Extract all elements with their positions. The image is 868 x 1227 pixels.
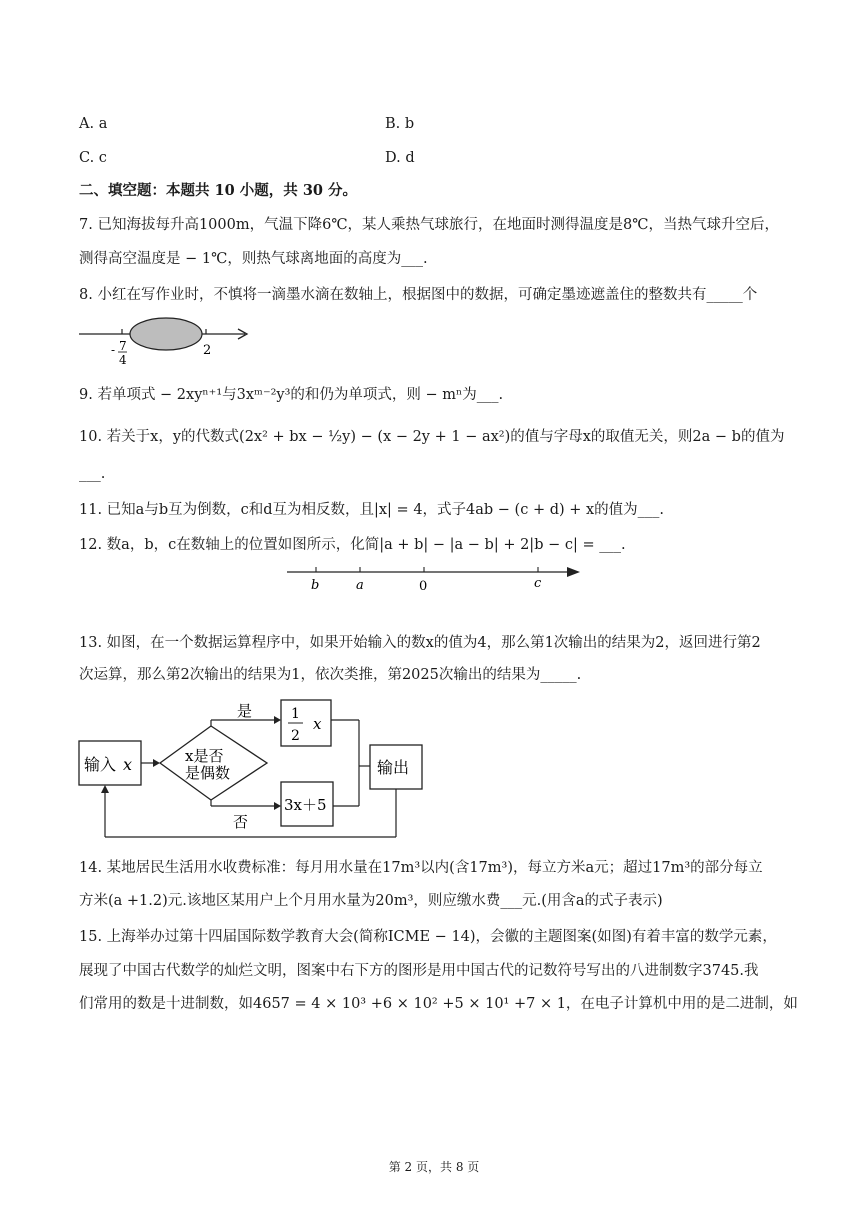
q8-number-line-figure [75, 316, 260, 374]
flow-half-var: x [313, 715, 322, 733]
q8-label-right: 2 [203, 343, 212, 358]
q10-line2: ___. [79, 466, 106, 482]
q12-number-line-figure [285, 560, 585, 596]
q7-line1: 7. 已知海拔每升高1000m，气温下降6℃，某人乘热气球旅行，在地面时测得温度是8℃，当热气球升空后， [79, 217, 779, 233]
q14-line1: 14. 某地居民生活用水收费标准：每月用水量在17m³以内(含17m³)，每立方米a元；超过17m³的部分每立 [79, 860, 763, 876]
q15-line3: 们常用的数是十进制数，如4657 = 4 × 10³ +6 × 10² +5 × 10¹ +7 × 1，在电子计算机中用的是二进制，如 [79, 996, 798, 1012]
ink-blot [130, 318, 202, 350]
q8-label-num: 7 [119, 339, 127, 353]
flow-yes-arrowhead [274, 716, 281, 724]
q7-line2: 测得高空温度是 − 1℃，则热气球离地面的高度为___. [79, 251, 428, 267]
q15-line1: 15. 上海举办过第十四届国际数学教育大会(简称ICME − 14)，会徽的主题图案(如图)有着丰富的数学元素， [79, 929, 777, 945]
section-heading: 二、填空题：本题共 10 小题，共 30 分。 [79, 182, 358, 199]
flow-decision-line2: 是偶数 [185, 764, 231, 782]
flow-triple-label: 3x＋5 [284, 796, 327, 814]
q12-label-a: a [356, 578, 364, 593]
q12-label-0: 0 [419, 579, 428, 594]
flow-no-label: 否 [233, 813, 249, 831]
flow-return-arrowhead [101, 785, 109, 793]
flow-output-label: 输出 [377, 758, 410, 777]
q13-line1: 13. 如图，在一个数据运算程序中，如果开始输入的数x的值为4，那么第1次输出的结果为2，返回进行第2 [79, 635, 761, 651]
q8-label-den: 4 [119, 353, 127, 367]
flow-no-arrowhead [274, 802, 281, 810]
q14-line2: 方米(a +1.2)元.该地区某用户上个月用水量为20m³，则应缴水费___元.(用含a的式子表示) [79, 893, 663, 909]
option-c: C. c [79, 150, 107, 166]
q13-line2: 次运算，那么第2次输出的结果为1，依次类推，第2025次输出的结果为_____. [79, 667, 582, 683]
option-a: A. a [79, 116, 108, 132]
page-footer: 第 2 页，共 8 页 [388, 1160, 480, 1174]
flow-decision-line1: x是否 [185, 747, 224, 765]
q11-line1: 11. 已知a与b互为倒数，c和d互为相反数，且|x| = 4，式子4ab − (c + d) + x的值为___. [79, 502, 665, 518]
option-d: D. d [385, 150, 415, 166]
q13-flowchart [75, 698, 435, 843]
flow-half-den: 2 [291, 728, 300, 744]
q15-line2: 展现了中国古代数学的灿烂文明，图案中右下方的图形是用中国古代的记数符号写出的八进制数字3745.我 [79, 963, 759, 979]
flow-yes-label: 是 [237, 702, 253, 720]
q8-label-sign: - [111, 343, 116, 357]
q9-line1: 9. 若单项式 − 2xyⁿ⁺¹与3xᵐ⁻²y³的和仍为单项式，则 − mⁿ为___. [79, 387, 504, 403]
flow-input-label: 输入 [84, 755, 117, 774]
q10-line1: 10. 若关于x，y的代数式(2x² + bx − ½y) − (x − 2y + 1 − ax²)的值与字母x的取值无关，则2a − b的值为 [79, 429, 785, 445]
q12-label-c: c [534, 576, 542, 591]
q12-axis-arrow [567, 567, 580, 577]
q12-line1: 12. 数a，b，c在数轴上的位置如图所示，化简|a + b| − |a − b| + 2|b − c| = ___. [79, 537, 626, 553]
q12-label-b: b [311, 578, 320, 593]
option-b: B. b [385, 116, 415, 132]
q8-line1: 8. 小红在写作业时，不慎将一滴墨水滴在数轴上，根据图中的数据，可确定墨迹遮盖住的整数共有_____个 [79, 287, 758, 303]
flow-input-var: x [123, 755, 133, 774]
flow-half-num: 1 [291, 706, 300, 722]
